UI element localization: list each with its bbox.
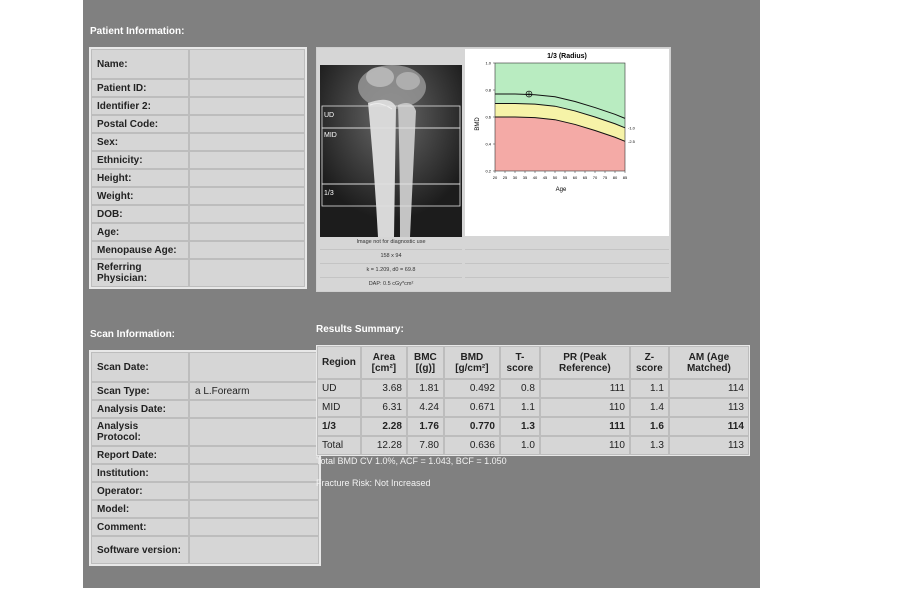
row-label: Institution:: [91, 464, 189, 482]
row-value: [189, 79, 305, 97]
row-label: Name:: [91, 49, 189, 79]
table-row: [91, 418, 319, 446]
row-label: Model:: [91, 500, 189, 518]
table-row: [91, 352, 319, 382]
row-value: [189, 259, 305, 287]
mid-region-label: MID: [324, 132, 337, 139]
table-row: [91, 115, 305, 133]
row-label: Scan Type:: [91, 382, 189, 400]
cell-area: 12.28: [361, 436, 407, 455]
table-row: [91, 151, 305, 169]
row-label: Patient ID:: [91, 79, 189, 97]
x-tick-label: 20: [492, 175, 498, 180]
row-value: [189, 49, 305, 79]
row-value: [189, 133, 305, 151]
bmd-chart: [465, 49, 669, 236]
scan-info-title: Scan Information:: [90, 329, 176, 340]
y-tick-label: 0.4: [485, 141, 491, 147]
cell-t-score: 0.8: [500, 379, 540, 398]
forearm-scan-image: [320, 65, 462, 237]
table-row: [91, 518, 319, 536]
xray-drawing: [320, 65, 462, 237]
cell-z-score: 1.3: [630, 436, 669, 455]
row-value: [189, 536, 319, 564]
y-tick-label: 0.8: [485, 87, 491, 93]
x-tick-label: 30: [512, 175, 518, 180]
cell-bmd: 0.492: [444, 379, 500, 398]
row-label: Analysis Protocol:: [91, 418, 189, 446]
table-row: [91, 500, 319, 518]
cell-bmc: 7.80: [407, 436, 444, 455]
x-tick-label: 25: [502, 175, 508, 180]
x-tick-label: 40: [532, 175, 538, 180]
scan-info-table: [89, 350, 321, 566]
row-value: [189, 205, 305, 223]
row-value: a L.Forearm: [189, 382, 319, 400]
cell-region: MID: [317, 398, 361, 417]
row-value: [189, 97, 305, 115]
cell-pr: 110: [540, 436, 630, 455]
row-value: [189, 500, 319, 518]
y-tick-label: 0.2: [485, 168, 491, 174]
row-value: [189, 518, 319, 536]
header-t-score: T-score: [500, 346, 540, 379]
cell-am: 113: [669, 436, 749, 455]
header-z-score: Z-score: [630, 346, 669, 379]
table-row: [317, 436, 749, 455]
table-row: [91, 49, 305, 79]
row-label: Ethnicity:: [91, 151, 189, 169]
bmd-chart-svg: [465, 49, 669, 236]
results-table: [316, 345, 750, 456]
row-label: Height:: [91, 169, 189, 187]
x-tick-label: 80: [612, 175, 618, 180]
row-value: [189, 418, 319, 446]
row-label: DOB:: [91, 205, 189, 223]
table-row: [91, 205, 305, 223]
results-title: Results Summary:: [316, 324, 404, 335]
cell-region: 1/3: [317, 417, 361, 436]
row-value: [189, 241, 305, 259]
cell-am: 114: [669, 417, 749, 436]
cell-bmc: 1.76: [407, 417, 444, 436]
results-header-row: [317, 346, 749, 379]
cell-area: 3.68: [361, 379, 407, 398]
cell-area: 6.31: [361, 398, 407, 417]
row-value: [189, 464, 319, 482]
row-label: Operator:: [91, 482, 189, 500]
cell-bmd: 0.770: [444, 417, 500, 436]
header-area: Area [cm²]: [361, 346, 407, 379]
fracture-risk-note: Fracture Risk: Not Increased: [316, 478, 431, 488]
row-value: [189, 169, 305, 187]
chart-title: 1/3 (Radius): [547, 53, 587, 60]
y-axis-label: BMD: [475, 117, 481, 131]
scan-image-panel: [316, 47, 671, 292]
x-tick-label: 85: [622, 175, 628, 180]
row-label: Postal Code:: [91, 115, 189, 133]
cell-t-score: 1.1: [500, 398, 540, 417]
header-region: Region: [317, 346, 361, 379]
table-row: [91, 133, 305, 151]
row-label: Analysis Date:: [91, 400, 189, 418]
header-am: AM (Age Matched): [669, 346, 749, 379]
x-tick-label: 45: [542, 175, 548, 180]
cell-z-score: 1.6: [630, 417, 669, 436]
cell-z-score: 1.4: [630, 398, 669, 417]
table-row: [91, 223, 305, 241]
y-tick-label: 1.0: [485, 60, 491, 66]
patient-info-title: Patient Information:: [90, 26, 185, 37]
row-label: Scan Date:: [91, 352, 189, 382]
image-info-blank: [465, 236, 669, 250]
patient-info-table: [89, 47, 307, 289]
table-row: [91, 79, 305, 97]
cell-area: 2.28: [361, 417, 407, 436]
header-bmc: BMC [(g)]: [407, 346, 444, 379]
row-label: Age:: [91, 223, 189, 241]
table-row: [317, 417, 749, 436]
cell-pr: 111: [540, 379, 630, 398]
cell-bmd: 0.636: [444, 436, 500, 455]
table-row: [91, 536, 319, 564]
cell-bmc: 1.81: [407, 379, 444, 398]
x-tick-label: 55: [562, 175, 568, 180]
table-row: [317, 398, 749, 417]
table-row: [91, 97, 305, 115]
table-row: [91, 464, 319, 482]
row-value: [189, 187, 305, 205]
right-band-label: -1.0: [628, 125, 635, 131]
x-tick-label: 60: [572, 175, 578, 180]
x-tick-label: 65: [582, 175, 588, 180]
header-bmd: BMD [g/cm²]: [444, 346, 500, 379]
image-info-row: Image not for diagnostic use: [320, 236, 462, 250]
cell-bmc: 4.24: [407, 398, 444, 417]
x-tick-label: 70: [592, 175, 598, 180]
right-band-label: -2.5: [628, 138, 635, 144]
x-axis-label: Age: [555, 187, 567, 193]
table-row: [91, 446, 319, 464]
row-value: [189, 400, 319, 418]
cell-z-score: 1.1: [630, 379, 669, 398]
ud-region-label: UD: [324, 112, 335, 119]
image-info-blank: [465, 264, 669, 278]
image-info-blank: [465, 250, 669, 264]
image-info-row: 158 x 94: [320, 250, 462, 264]
table-row: [317, 379, 749, 398]
cell-region: UD: [317, 379, 361, 398]
row-value: [189, 446, 319, 464]
row-value: [189, 482, 319, 500]
row-label: Menopause Age:: [91, 241, 189, 259]
image-info-row: DAP: 0.5 cGy*cm²: [368, 281, 414, 287]
row-value: [189, 352, 319, 382]
x-tick-label: 75: [602, 175, 608, 180]
cell-t-score: 1.0: [500, 436, 540, 455]
row-label: Report Date:: [91, 446, 189, 464]
row-label: Comment:: [91, 518, 189, 536]
table-row: [91, 187, 305, 205]
row-label: Identifier 2:: [91, 97, 189, 115]
row-value: [189, 151, 305, 169]
cell-am: 113: [669, 398, 749, 417]
table-row: [91, 482, 319, 500]
table-row: [91, 382, 319, 400]
x-tick-label: 50: [552, 175, 558, 180]
cell-pr: 111: [540, 417, 630, 436]
image-info-row: k = 1.209, d0 = 69.8: [320, 264, 462, 278]
header-pr: PR (Peak Reference): [540, 346, 630, 379]
bmd-cv-note: Total BMD CV 1.0%, ACF = 1.043, BCF = 1.050: [316, 456, 507, 466]
cell-region: Total: [317, 436, 361, 455]
row-label: Referring Physician:: [91, 259, 189, 287]
y-tick-label: 0.6: [485, 114, 491, 120]
third-region-label: 1/3: [324, 190, 334, 197]
cell-t-score: 1.3: [500, 417, 540, 436]
table-row: [91, 259, 305, 287]
table-row: [91, 400, 319, 418]
row-label: Weight:: [91, 187, 189, 205]
row-value: [189, 115, 305, 133]
cell-am: 114: [669, 379, 749, 398]
table-row: [91, 169, 305, 187]
row-value: [189, 223, 305, 241]
row-label: Sex:: [91, 133, 189, 151]
table-row: [91, 241, 305, 259]
cell-pr: 110: [540, 398, 630, 417]
cell-bmd: 0.671: [444, 398, 500, 417]
x-tick-label: 35: [522, 175, 528, 180]
row-label: Software version:: [91, 536, 189, 564]
